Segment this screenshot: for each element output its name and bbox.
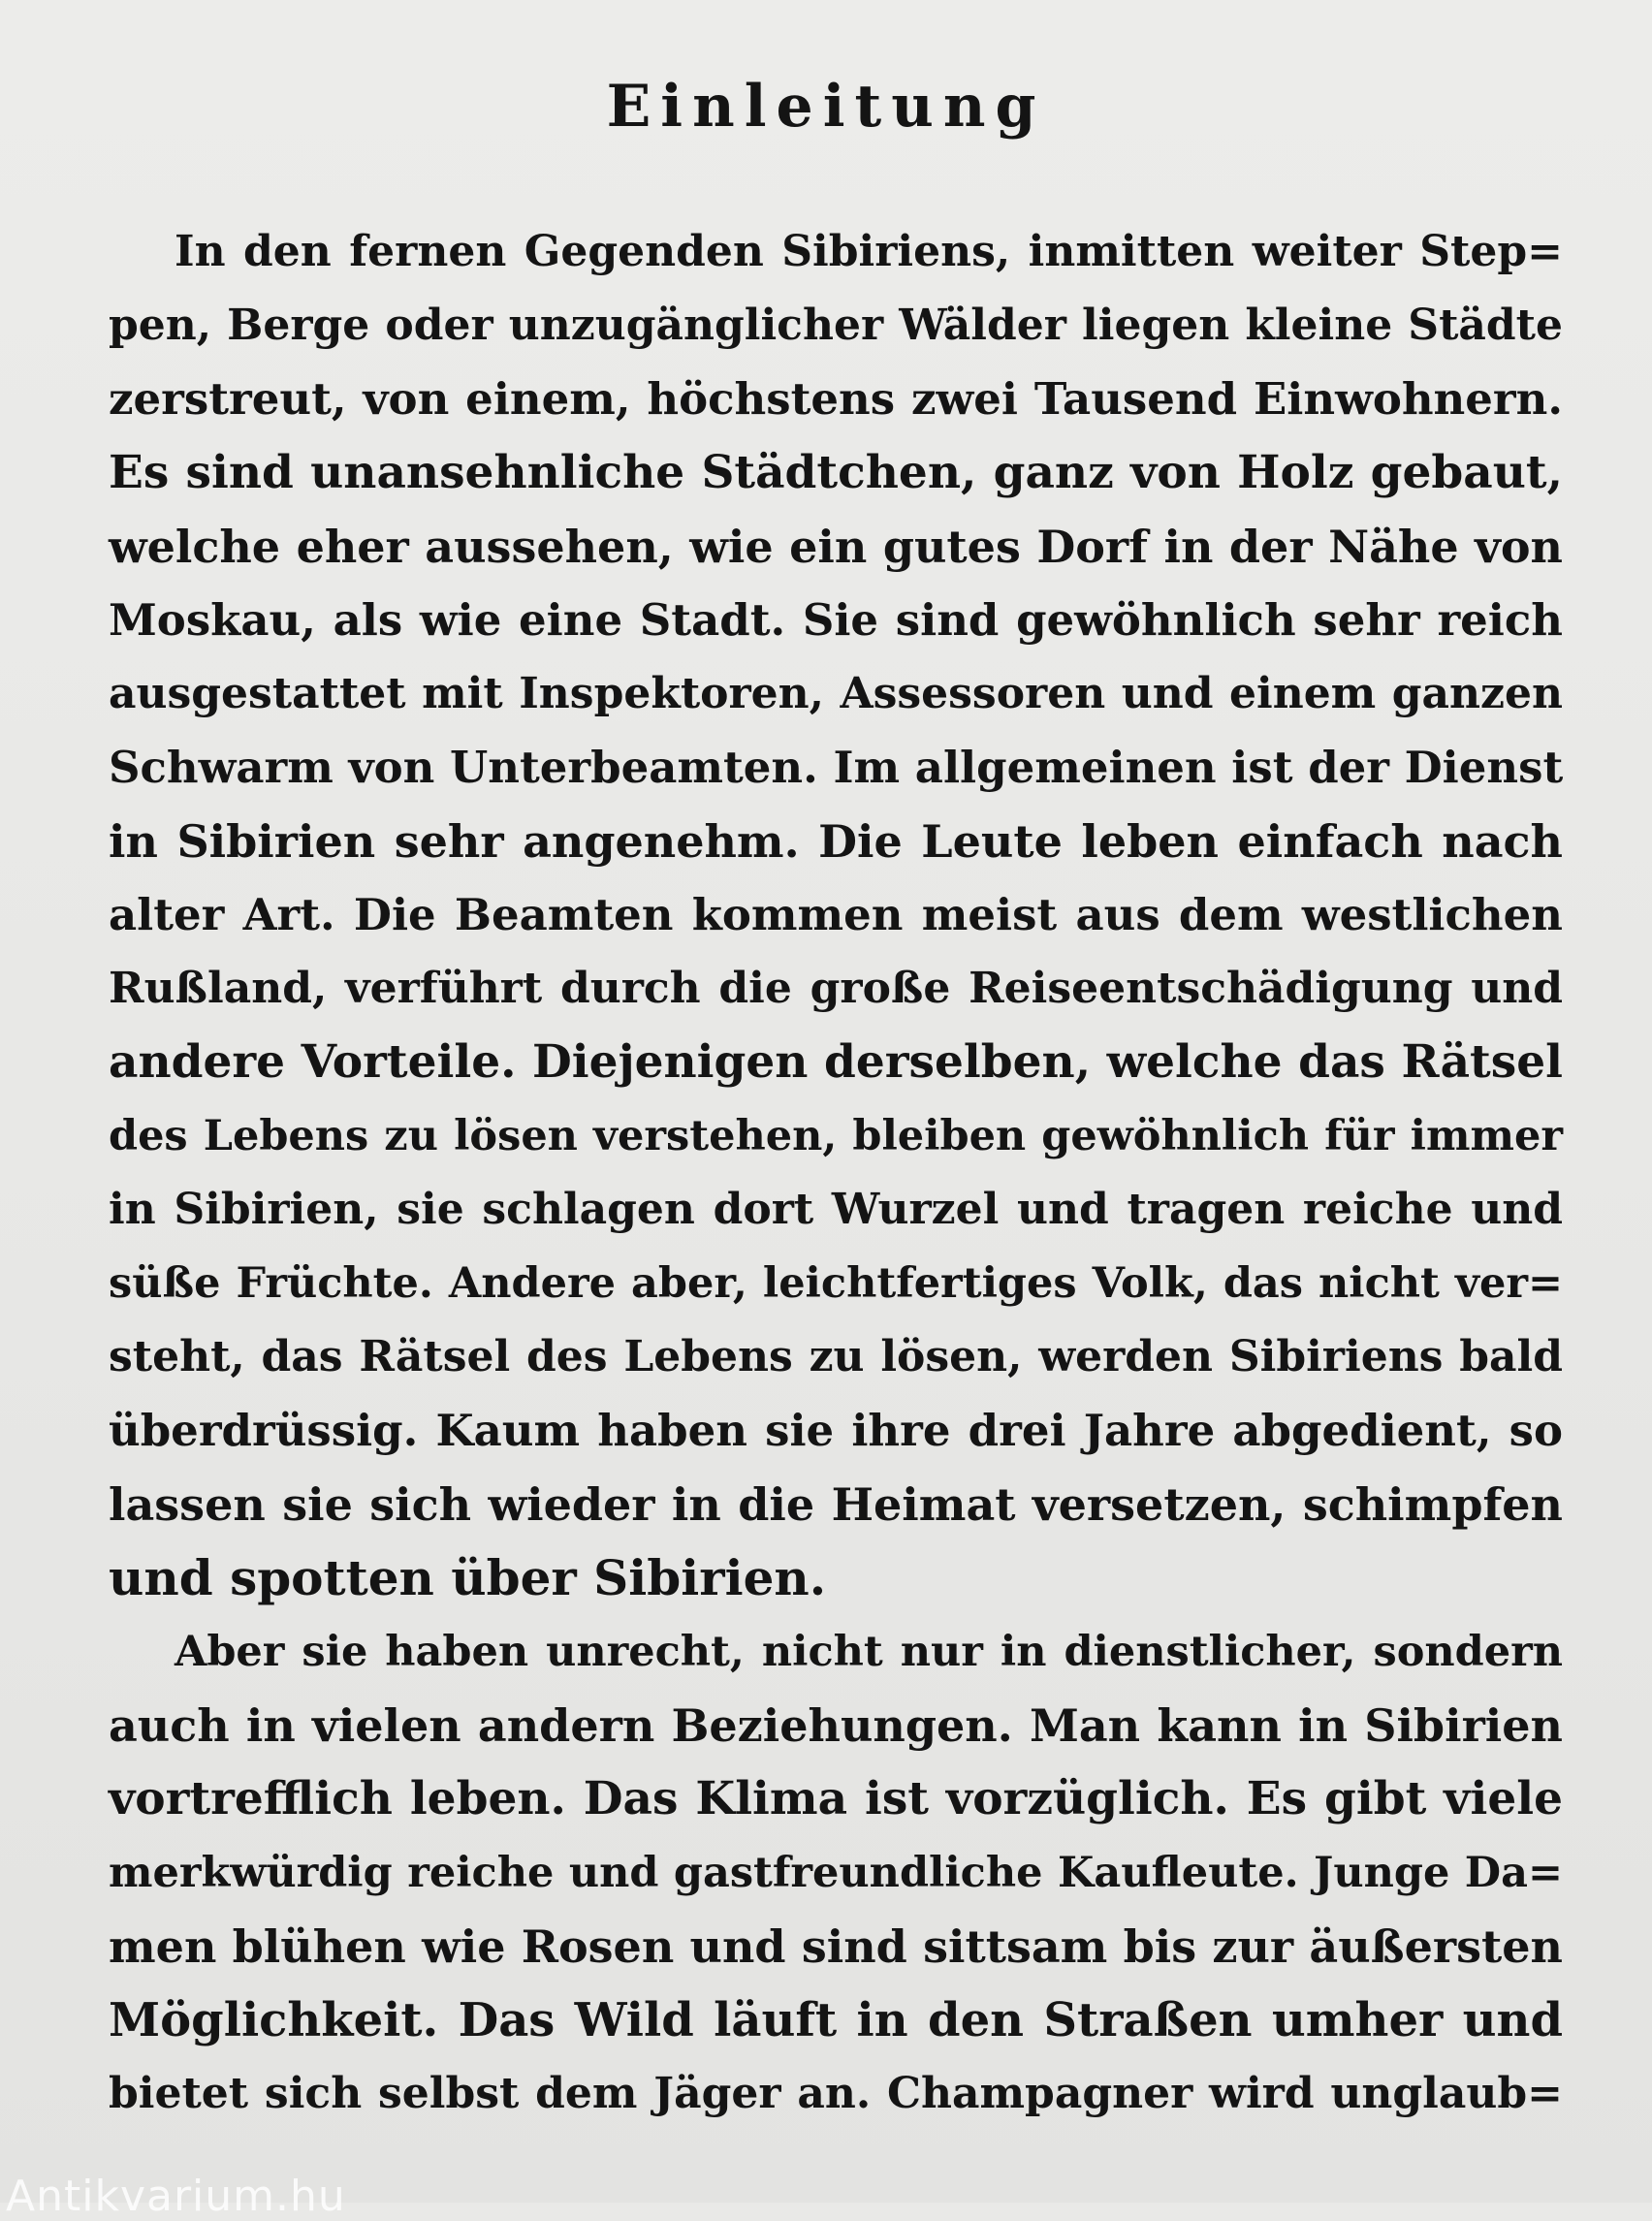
- text-line: überdrüssig. Kaum haben sie ihre drei Jahre abgedient, so: [109, 1405, 1563, 1456]
- text-line: in Sibirien sehr angenehm. Die Leute leben einfach nach: [109, 815, 1563, 868]
- text-line: men blühen wie Rosen und sind sittsam bis zur äußersten: [109, 1920, 1563, 1973]
- text-line: in Sibirien, sie schlagen dort Wurzel und tragen reiche und: [109, 1185, 1563, 1234]
- text-line: welche eher aussehen, wie ein gutes Dorf in der Nähe von: [109, 521, 1563, 573]
- text-line: lassen sie sich wieder in die Heimat versetzen, schimpfen: [109, 1478, 1563, 1531]
- text-line: merkwürdig reiche und gastfreundliche Kaufleute. Junge Da=: [109, 1849, 1563, 1897]
- text-line: ausgestattet mit Inspektoren, Assessoren und einem ganzen: [109, 669, 1563, 718]
- text-line: Schwarm von Unterbeamten. Im allgemeinen ist der Dienst: [109, 742, 1564, 793]
- text-line: steht, das Rätsel des Lebens zu lösen, werden Sibiriens bald: [109, 1332, 1563, 1381]
- text-line: andere Vorteile. Diejenigen derselben, welche das Rätsel: [109, 1035, 1563, 1089]
- text-line: des Lebens zu lösen verstehen, bleiben gewöhnlich für immer: [109, 1112, 1563, 1160]
- text-line: bietet sich selbst dem Jäger an. Champagner wird unglaub=: [109, 2069, 1563, 2118]
- text-line: Aber sie haben unrecht, nicht nur in dienstlicher, sondern: [175, 1628, 1563, 1676]
- text-line: zerstreut, von einem, höchstens zwei Tausend Einwohnern.: [109, 373, 1563, 425]
- text-line: Es sind unansehnliche Städtchen, ganz von Holz gebaut,: [109, 446, 1563, 499]
- text-line: pen, Berge oder unzugänglicher Wälder liegen kleine Städte: [109, 301, 1563, 350]
- text-line: Moskau, als wie eine Stadt. Sie sind gewöhnlich sehr reich: [109, 594, 1563, 646]
- text-line: alter Art. Die Beamten kommen meist aus dem westlichen: [109, 889, 1563, 940]
- text-line: auch in vielen andern Beziehungen. Man kann in Sibirien: [109, 1699, 1563, 1752]
- chapter-title: Einleitung: [606, 73, 1046, 141]
- text-line: In den fernen Gegenden Sibiriens, inmitten weiter Step=: [175, 227, 1563, 276]
- text-line: vortrefflich leben. Das Klima ist vorzüglich. Es gibt viele: [109, 1772, 1563, 1825]
- text-line: und spotten über Sibirien.: [109, 1549, 827, 1606]
- text-line: süße Früchte. Andere aber, leichtfertiges Volk, das nicht ver=: [109, 1259, 1563, 1308]
- text-line: Möglichkeit. Das Wild läuft in den Straßen umher und: [109, 1993, 1563, 2047]
- watermark: Antikvarium.hu: [6, 2172, 346, 2221]
- text-line: Rußland, verführt durch die große Reiseentschädigung und: [109, 964, 1563, 1013]
